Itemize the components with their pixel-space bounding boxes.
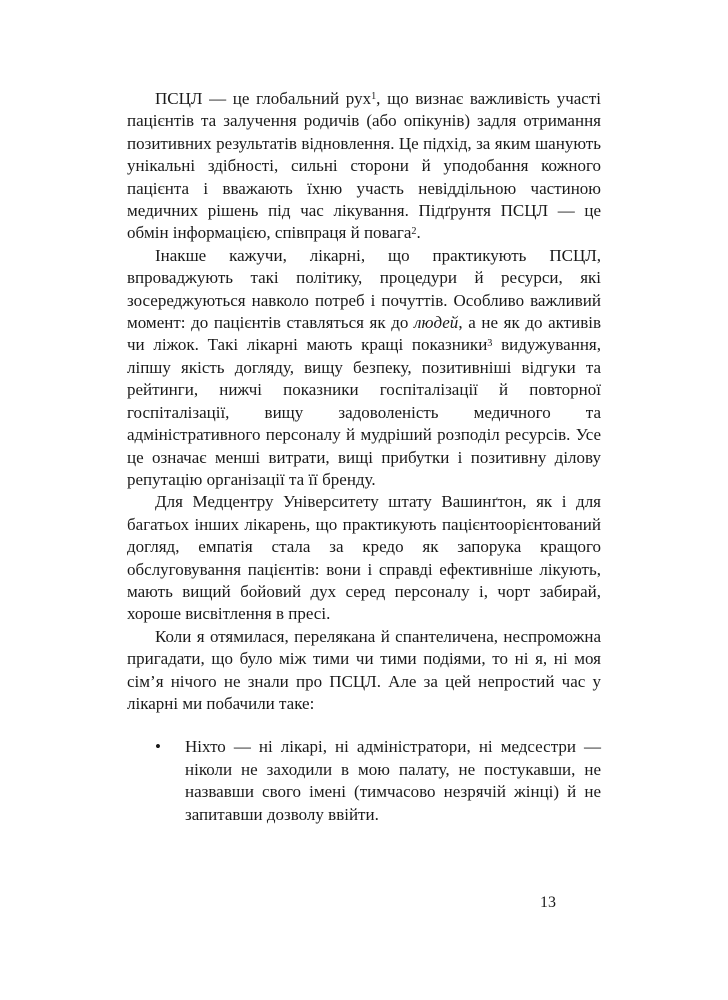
text-run: , а не як до активів чи ліжок. Такі лікарні мають кращі показники (127, 313, 601, 355)
paragraph (127, 88, 601, 245)
emphasis-text: людей (414, 313, 459, 333)
text-block (127, 88, 601, 826)
bullet-marker: • (155, 737, 161, 757)
text-run: . (416, 223, 421, 243)
text-run: Ніхто — ні лікарі, ні адміністратори, ні медсестри — ніколи не заходили в мою палату, не постукавши, не назвавши свого імені (тимчасово незрячій жінці) й не запитавши дозволу ввійти. (185, 737, 601, 824)
page-number: 13 (540, 894, 556, 911)
footnote-ref: 1 (371, 91, 377, 103)
text-run: Коли я отямилася, перелякана й спантеличена, неспроможна пригадати, що було між тими чи тими подіями, то ні я, ні моя сім’я нічого не знали про ПСЦЛ. Але за цей непростий час у лікарні ми побачили таке: (127, 626, 601, 713)
bullet-text (185, 736, 601, 826)
text-run: , що визнає важливість участі пацієнтів та залучення родичів (або опікунів) задля отримання позитивних результатів відновлення. Це підхід, за яким шанують унікальні здібності, сильні сторони й уподобання кожного пацієнта і вважають їхню участь невіддільною частиною медичних рішень під час лікування. Підґрунтя ПСЦЛ — це обмін інформацією, співпраця й повага (127, 89, 601, 243)
paragraph (127, 491, 601, 625)
paragraph (127, 245, 601, 491)
paragraph (127, 626, 601, 716)
text-run: Інакше кажучи, лікарні, що практикують ПСЦЛ, впроваджують такі політику, процедури й ресурси, які зосереджуються навколо потреб і почуттів. Особливо важливий момент: до пацієнтів ставляться як до (127, 245, 601, 333)
bullet-item (127, 736, 601, 826)
footnote-ref: 3 (487, 337, 493, 349)
text-run: видужування, ліпшу якість догляду, вищу безпеку, позитивніші відгуки та рейтинги, нижчі показники госпіталізації й повторної госпіталізації, вищу задоволеність медичного та адміністративного персоналу й мудріший розподіл ресурсів. Усе це означає менші витрати, вищі прибутки і позитивну ділову репутацію організації та її бренду. (127, 335, 601, 489)
text-run: Для Медцентру Університету штату Вашинґтон, як і для багатьох інших лікарень, що практикують пацієнтоорієнтований догляд, емпатія стала за кредо як запорука кращого обслуговування пацієнтів: вони і справді ефективніше лікують, мають вищий бойовий дух серед персоналу і, чорт забирай, хороше висвітлення в пресі. (127, 492, 601, 624)
text-run: ПСЦЛ — це глобальний рух (155, 89, 372, 108)
footnote-ref: 2 (411, 225, 417, 237)
